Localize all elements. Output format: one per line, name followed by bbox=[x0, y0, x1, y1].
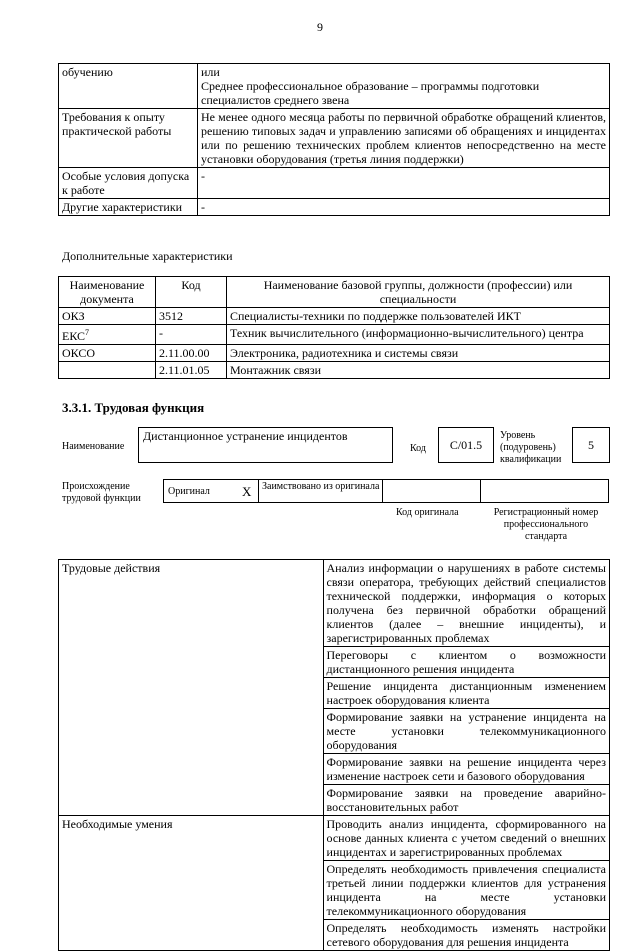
list-item: Определять необходимость изменять настройки сетевого оборудования для решения инцидента bbox=[323, 920, 609, 951]
list-item: Формирование заявки на решение инцидента через изменение настроек сети и базового оборудования bbox=[323, 754, 609, 785]
divider bbox=[258, 479, 259, 503]
actions-table bbox=[58, 559, 610, 951]
table-row bbox=[59, 199, 610, 216]
divider bbox=[382, 479, 383, 503]
column-header: Наименование базовой группы, должности (профессии) или специальности bbox=[227, 277, 610, 308]
table-cell: 3512 bbox=[156, 308, 227, 325]
code-value: C/01.5 bbox=[438, 427, 494, 463]
row-value-line: или bbox=[201, 65, 220, 79]
table-cell: Электроника, радиотехника и системы связи bbox=[227, 345, 610, 362]
row-value: - bbox=[198, 168, 610, 199]
additional-title: Дополнительные характеристики bbox=[62, 249, 233, 263]
table-cell: Монтажник связи bbox=[227, 362, 610, 379]
row-label: Другие характеристики bbox=[59, 199, 198, 216]
table-cell: 2.11.00.00 bbox=[156, 345, 227, 362]
borrowed-label: Заимствовано из оригинала bbox=[262, 481, 380, 492]
level-value: 5 bbox=[572, 427, 610, 463]
column-header: Наименование документа bbox=[59, 277, 156, 308]
requirements-table bbox=[58, 63, 610, 216]
table-cell: Техник вычислительного (информационно-вычислительного) центра bbox=[227, 325, 610, 345]
row-label: Необходимые умения bbox=[59, 816, 324, 951]
row-value bbox=[198, 64, 610, 109]
original-label: Оригинал bbox=[168, 486, 210, 497]
table-row bbox=[59, 308, 610, 325]
table-row bbox=[59, 168, 610, 199]
origin-label: Происхождение трудовой функции bbox=[62, 481, 141, 504]
level-label: Уровень (подуровень) квалификации bbox=[500, 430, 562, 465]
origin-box bbox=[163, 479, 609, 503]
table-row bbox=[59, 362, 610, 379]
origin-code-caption: Код оригинала bbox=[396, 507, 459, 518]
original-mark: X bbox=[242, 484, 252, 499]
table-cell: - bbox=[156, 325, 227, 345]
table-cell: 2.11.01.05 bbox=[156, 362, 227, 379]
row-label: обучению bbox=[59, 64, 198, 109]
additional-table bbox=[58, 276, 610, 379]
reg-number-caption: Регистрационный номер профессионального стандарта bbox=[493, 507, 599, 542]
row-value: - bbox=[198, 199, 610, 216]
table-cell bbox=[59, 325, 156, 345]
table-header-row bbox=[59, 277, 610, 308]
row-value-line: Среднее профессиональное образование – программы подготовки специалистов среднего звена bbox=[201, 79, 540, 107]
table-cell: ОКЗ bbox=[59, 308, 156, 325]
table-row bbox=[59, 64, 610, 109]
row-value: Не менее одного месяца работы по первичной обработке обращений клиентов, решению типовых задач и управлению записями об обращениях и инцидентах или по решению технических проблем клиентов непосредственно на месте установки оборудования (третья линия поддержки) bbox=[198, 109, 610, 168]
list-item: Формирование заявки на проведение аварийно-восстановительных работ bbox=[323, 785, 609, 816]
page-number: 9 bbox=[317, 20, 323, 34]
code-label: Код bbox=[410, 443, 426, 454]
list-item: Формирование заявки на устранение инцидента на месте установки телекоммуникационного оборудования bbox=[323, 709, 609, 754]
list-item: Анализ информации о нарушениях в работе системы связи оператора, требующих действий специалистов технической поддержки, информация о которых получена без первичной обработки обращений клиентов (далее – внешние инциденты), и зарегистрированных проблемах bbox=[323, 560, 609, 647]
list-item: Решение инцидента дистанционным изменением настроек оборудования клиента bbox=[323, 678, 609, 709]
table-row bbox=[59, 345, 610, 362]
list-item: Определять необходимость привлечения специалиста третьей линии поддержки клиентов для устранения инцидента на месте установки телекоммуникационного оборудования bbox=[323, 861, 609, 920]
name-value: Дистанционное устранение инцидентов bbox=[138, 427, 393, 463]
table-row bbox=[59, 325, 610, 345]
table-row bbox=[59, 816, 610, 861]
row-label: Требования к опыту практической работы bbox=[59, 109, 198, 168]
row-label: Особые условия допуска к работе bbox=[59, 168, 198, 199]
table-row bbox=[59, 560, 610, 647]
table-cell: ОКСО bbox=[59, 345, 156, 362]
name-label: Наименование bbox=[62, 441, 125, 452]
column-header: Код bbox=[156, 277, 227, 308]
table-cell bbox=[59, 362, 156, 379]
row-label: Трудовые действия bbox=[59, 560, 324, 816]
table-cell: Специалисты-техники по поддержке пользователей ИКТ bbox=[227, 308, 610, 325]
list-item: Проводить анализ инцидента, сформированного на основе данных клиента с учетом сведений о внешних инцидентах и зарегистрированных проблемах bbox=[323, 816, 609, 861]
function-heading: 3.3.1. Трудовая функция bbox=[62, 400, 205, 415]
divider bbox=[480, 479, 481, 503]
eks-label: ЕКС bbox=[62, 329, 86, 343]
footnote-mark: 7 bbox=[85, 328, 90, 337]
table-row bbox=[59, 109, 610, 168]
list-item: Переговоры с клиентом о возможности дистанционного решения инцидента bbox=[323, 647, 609, 678]
